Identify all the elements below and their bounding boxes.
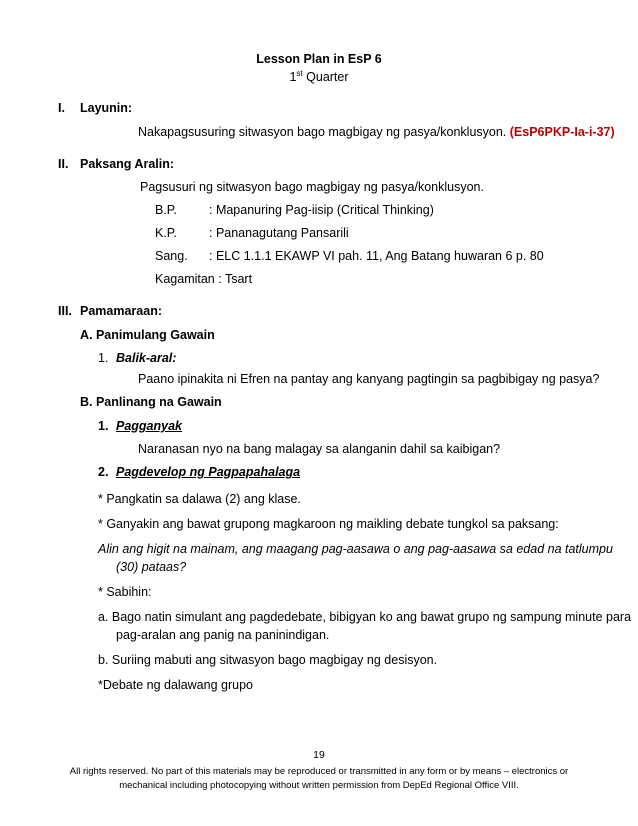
instruction-line-2: * Ganyakin ang bawat grupong magkaroon ng maikling debate tungkol sa paksang: xyxy=(98,517,559,531)
b2-title: Pagdevelop ng Pagpapahalaga xyxy=(116,465,301,479)
section-1-number: I. xyxy=(58,101,65,115)
bp-value: : Mapanuring Pag-iisip (Critical Thinking) xyxy=(209,203,434,217)
kp-value: : Pananagutang Pansarili xyxy=(209,226,349,240)
kagamitan-value: : Tsart xyxy=(218,272,253,286)
debate-question-line-2: (30) pataas? xyxy=(116,560,187,574)
quarter-label xyxy=(0,70,638,84)
topic-text: Pagsusuri ng sitwasyon bago magbigay ng pasya/konklusyon. xyxy=(140,180,484,194)
quarter-ordinal: st xyxy=(296,68,303,78)
step-a-line-2: pag-aralan ang panig na paninindigan. xyxy=(116,628,330,642)
subsection-a-heading: A. Panimulang Gawain xyxy=(80,328,215,342)
kagamitan-line xyxy=(155,272,252,286)
section-3-number: III. xyxy=(58,304,72,318)
sabihin-line: * Sabihin: xyxy=(98,585,152,599)
rights-line-2: mechanical including photocopying without written permission from DepEd Regional Office VIII. xyxy=(119,780,519,791)
sanggunian-value: : ELC 1.1.1 EKAWP VI pah. 11, Ang Batang huwaran 6 p. 80 xyxy=(209,249,544,263)
b1-number: 1. xyxy=(98,419,109,433)
sanggunian-label: Sang. xyxy=(155,249,188,263)
quarter-number: 1 xyxy=(289,70,297,84)
step-b-line: b. Suriing mabuti ang sitwasyon bago magbigay ng desisyon. xyxy=(98,653,438,667)
debate-question-line-1: Alin ang higit na mainam, ang maagang pag-aasawa o ang pag-aasawa sa edad na tatlumpu xyxy=(98,542,613,556)
section-2-heading: Paksang Aralin: xyxy=(80,157,175,171)
b1-title: Pagganyak xyxy=(116,419,183,433)
instruction-line-1: * Pangkatin sa dalawa (2) ang klase. xyxy=(98,492,301,506)
bp-label: B.P. xyxy=(155,203,178,217)
b2-number: 2. xyxy=(98,465,109,479)
objective-line xyxy=(138,125,615,139)
kagamitan-label: Kagamitan xyxy=(155,272,215,286)
quarter-word: Quarter xyxy=(306,70,349,84)
page-title: Lesson Plan in EsP 6 xyxy=(256,52,382,66)
debate-line: *Debate ng dalawang grupo xyxy=(98,678,253,692)
rights-line-1: All rights reserved. No part of this materials may be reproduced or transmitted in any form or by means – electronics or xyxy=(69,766,569,777)
a1-number: 1. xyxy=(98,351,109,365)
section-1-heading: Layunin: xyxy=(80,101,133,115)
a1-title: Balik-aral: xyxy=(116,351,177,365)
objective-text: Nakapagsusuring sitwasyon bago magbigay ng pasya/konklusyon. xyxy=(138,125,507,139)
subsection-b-heading: B. Panlinang na Gawain xyxy=(80,395,222,409)
a1-text: Paano ipinakita ni Efren na pantay ang kanyang pagtingin sa pagbibigay ng pasya? xyxy=(138,372,600,386)
competency-code: (EsP6PKP-Ia-i-37) xyxy=(509,125,615,139)
kp-label: K.P. xyxy=(155,226,178,240)
b1-text: Naranasan nyo na bang malagay sa alanganin dahil sa kaibigan? xyxy=(138,442,501,456)
section-3-heading: Pamamaraan: xyxy=(80,304,162,318)
section-2-number: II. xyxy=(58,157,69,171)
page-number: 19 xyxy=(313,749,325,761)
step-a-line-1: a. Bago natin simulant ang pagdedebate, bibigyan ko ang bawat grupo ng sampung minute para xyxy=(98,610,632,624)
